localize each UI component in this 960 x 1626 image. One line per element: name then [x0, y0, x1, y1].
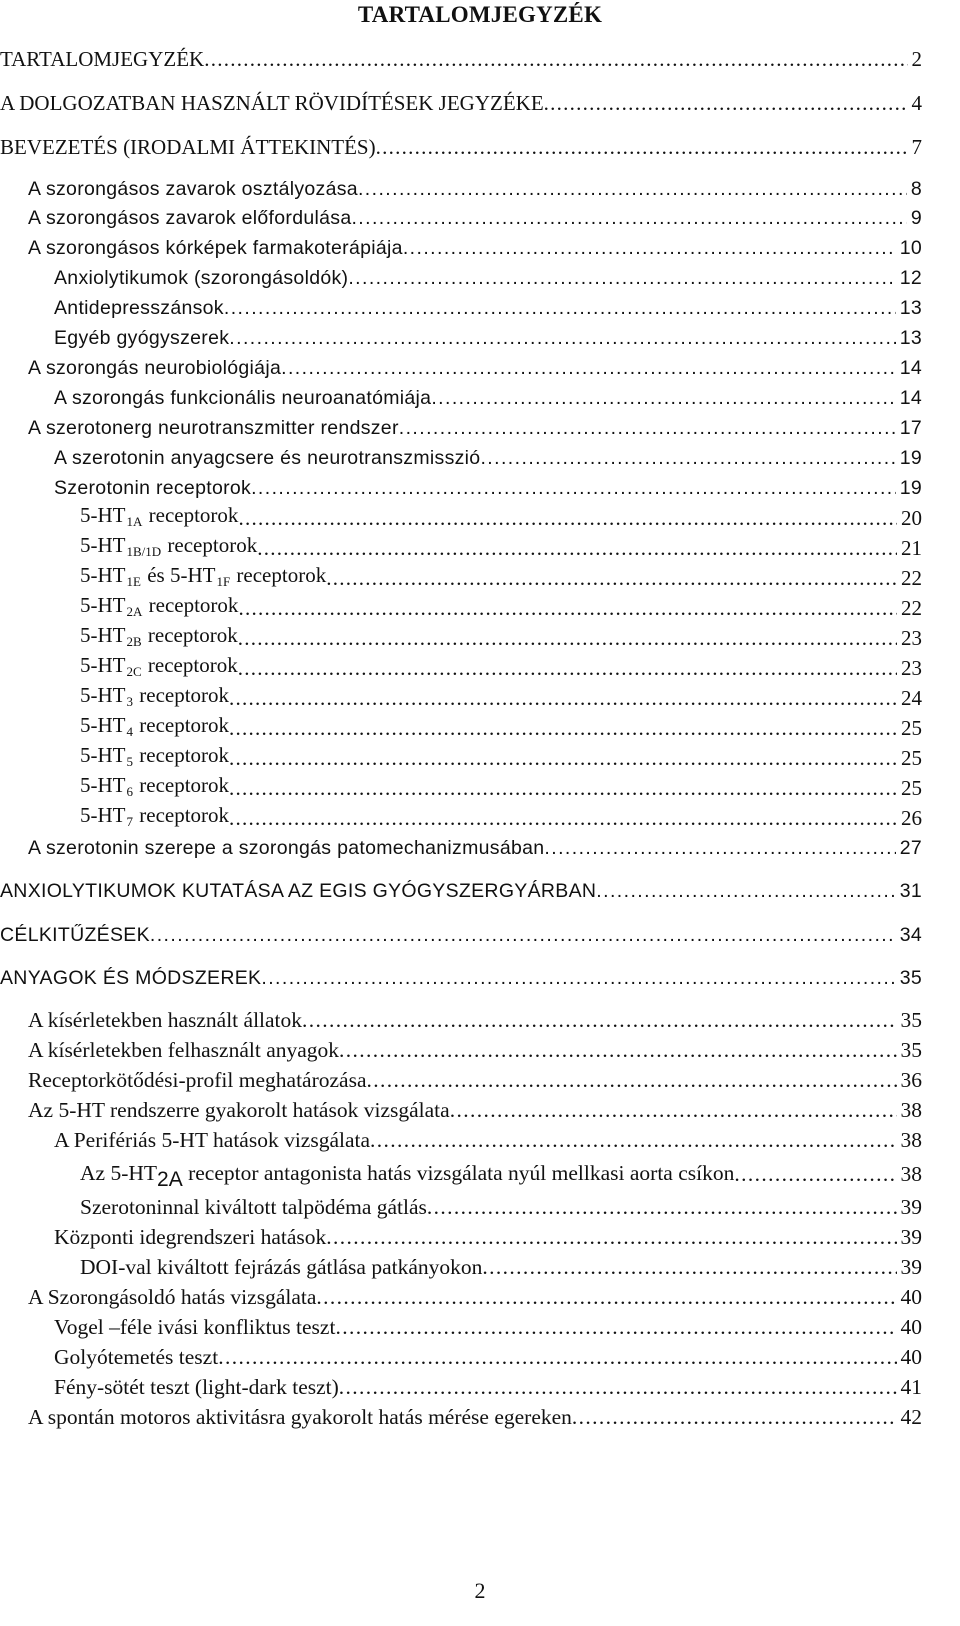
toc-dot-leader [403, 236, 896, 260]
toc-page-number: 38 [900, 1128, 922, 1152]
toc-entry-title: A szerotonin szerepe a szorongás patomechanizmusában [28, 837, 545, 859]
toc-entry-subscript: 2A [157, 1168, 183, 1191]
toc-entry-text: receptorok [143, 593, 239, 617]
page-title: TARTALOMJEGYZÉK [357, 2, 603, 27]
toc-entry-subscript: 5 [126, 754, 133, 769]
toc-entry-text: receptorok [143, 503, 239, 527]
toc-page-number: 40 [900, 1315, 922, 1339]
toc-dot-leader [257, 536, 897, 560]
toc-entry-text: receptorok [134, 683, 230, 707]
toc-entry-text: 5-HT [80, 743, 126, 767]
toc-dot-leader [351, 206, 906, 230]
toc-entry-title: TARTALOMJEGYZÉK [0, 47, 205, 71]
toc-entry-title: A szorongás neurobiológiája [28, 357, 282, 379]
toc-entry-title: A szorongásos kórképek farmakoterápiája [28, 237, 403, 259]
toc-dot-leader [229, 326, 895, 350]
toc-dot-leader [348, 266, 895, 290]
toc-entry-title: ANYAGOK ÉS MÓDSZEREK [0, 967, 262, 989]
toc-entry-title: Golyótemetés teszt [54, 1345, 219, 1369]
toc-entry-title: Antidepresszánsok [54, 297, 224, 319]
toc-entry[interactable] [54, 444, 922, 470]
toc-page-number: 38 [900, 1162, 922, 1186]
toc-page-number: 2 [911, 47, 922, 71]
toc-dot-leader [302, 1008, 896, 1032]
toc-page-number: 23 [901, 656, 922, 680]
toc-entry-title: A DOLGOZATBAN HASZNÁLT RÖVIDÍTÉSEK JEGYZÉKE [0, 91, 544, 115]
toc-dot-leader [326, 566, 897, 590]
toc-page-number: 7 [911, 135, 922, 159]
toc-entry[interactable] [80, 504, 922, 530]
toc-entry-title: Szerotonin receptorok [54, 477, 252, 499]
toc-page-number: 39 [900, 1255, 922, 1279]
toc-entry-title: Receptorkötődési-profil meghatározása [28, 1068, 367, 1092]
toc-dot-leader [480, 446, 895, 470]
toc-entry-text: 5-HT [80, 563, 126, 587]
toc-entry-title: BEVEZETÉS (IRODALMI ÁTTEKINTÉS) [0, 135, 376, 159]
toc-entry[interactable] [28, 1066, 922, 1092]
toc-dot-leader [229, 806, 897, 830]
toc-page-number: 8 [910, 178, 922, 200]
toc-dot-leader [431, 386, 895, 410]
toc-entry-title: Központi idegrendszeri hatások [54, 1225, 327, 1249]
toc-entry[interactable] [54, 264, 922, 290]
toc-entry-title [80, 743, 229, 770]
toc-dot-leader [482, 1255, 896, 1279]
toc-dot-leader [238, 506, 897, 530]
toc-entry[interactable] [54, 1223, 922, 1249]
toc-dot-leader [335, 1315, 896, 1339]
toc-entry-text: 5-HT [80, 623, 126, 647]
toc-entry[interactable] [54, 384, 922, 410]
toc-dot-leader [229, 776, 897, 800]
toc-entry-title: CÉLKITŰZÉSEK [0, 924, 150, 946]
toc-entry-title: A szerotonin anyagcsere és neurotranszmisszió [54, 447, 481, 469]
toc-page-number: 17 [899, 417, 922, 439]
toc-dot-leader [229, 686, 897, 710]
toc-entry[interactable] [80, 774, 922, 800]
toc-entry[interactable] [54, 294, 922, 320]
toc-entry[interactable] [80, 624, 922, 650]
toc-dot-leader [224, 296, 896, 320]
toc-entry-title [80, 533, 257, 560]
toc-entry-text: receptorok [134, 713, 230, 737]
toc-entry[interactable] [80, 1253, 922, 1279]
toc-entry[interactable] [0, 45, 922, 71]
toc-entry[interactable] [28, 1006, 922, 1032]
toc-dot-leader [316, 1285, 896, 1309]
toc-entry-text: 5-HT [80, 803, 126, 827]
toc-page-number: 35 [899, 967, 922, 989]
toc-entry-text: 5-HT [80, 713, 126, 737]
toc-dot-leader [326, 1225, 896, 1249]
toc-entry-title: A szerotonerg neurotranszmitter rendszer [28, 417, 399, 439]
toc-entry-subscript: 6 [126, 784, 133, 799]
toc-page-number: 41 [900, 1375, 922, 1399]
toc-entry-subscript: 1B/1D [126, 544, 162, 559]
toc-entry-title: A kísérletekben felhasznált anyagok [28, 1038, 340, 1062]
toc-page-number: 24 [901, 686, 922, 710]
toc-page-number: 26 [901, 806, 922, 830]
toc-entry-text: 5-HT [80, 593, 126, 617]
toc-entry-subscript: 1A [126, 514, 143, 529]
toc-entry[interactable] [0, 89, 922, 115]
toc-page-number: 38 [900, 1098, 922, 1122]
toc-entry[interactable] [28, 1036, 922, 1062]
toc-entry[interactable] [54, 1313, 922, 1339]
toc-entry[interactable] [80, 534, 922, 560]
toc-entry[interactable] [80, 564, 922, 590]
toc-entry-title [80, 503, 238, 530]
toc-entry-text: receptorok [231, 563, 327, 587]
toc-entry-text: receptorok [134, 773, 230, 797]
toc-dot-leader [281, 356, 896, 380]
toc-entry-title: Anxiolytikumok (szorongásoldók) [54, 267, 349, 289]
toc-entry-text: receptorok [162, 533, 258, 557]
toc-page-number: 10 [899, 237, 922, 259]
toc-entry-text: 5-HT [80, 503, 126, 527]
toc-entry-title: A szorongás funkcionális neuroanatómiája [54, 387, 432, 409]
toc-dot-leader [204, 47, 907, 71]
toc-entry-title: DOI-val kiváltott fejrázás gátlása patkányokon [80, 1255, 483, 1279]
toc-page-number: 39 [900, 1225, 922, 1249]
toc-entry[interactable] [54, 474, 922, 500]
toc-entry-text: 5-HT [80, 773, 126, 797]
toc-entry[interactable] [28, 354, 922, 380]
toc-dot-leader [150, 923, 896, 947]
toc-entry-subscript: 2C [126, 664, 142, 679]
toc-entry-title [80, 623, 238, 650]
toc-dot-leader [261, 966, 895, 990]
toc-entry-title [80, 1161, 735, 1191]
toc-entry-text: 5-HT [80, 533, 126, 557]
toc-entry-text: receptorok [134, 803, 230, 827]
toc-entry-title: A szorongásos zavarok előfordulása [28, 207, 352, 229]
toc-entry-title [80, 773, 229, 800]
toc-entry-title: A spontán motoros aktivitásra gyakorolt hatás mérése egereken [28, 1405, 572, 1429]
toc-entry-title: Az 5-HT rendszerre gyakorolt hatások vizsgálata [28, 1098, 450, 1122]
toc-page-number: 25 [901, 776, 922, 800]
toc-entry-subscript: 2A [126, 604, 143, 619]
toc-entry[interactable] [54, 1373, 922, 1399]
toc-entry-subscript: 4 [126, 724, 133, 739]
toc-page-number: 40 [900, 1345, 922, 1369]
toc-page-number: 36 [900, 1068, 922, 1092]
toc-entry[interactable] [0, 964, 922, 990]
toc-entry[interactable] [80, 804, 922, 830]
toc-page-number: 23 [901, 626, 922, 650]
toc-entry[interactable] [28, 1096, 922, 1122]
toc-entry-subscript: 3 [126, 694, 133, 709]
toc-page-number: 42 [900, 1405, 922, 1429]
toc-entry-title [80, 713, 229, 740]
toc-page-number: 22 [901, 596, 922, 620]
toc-entry-title: ANXIOLYTIKUMOK KUTATÁSA AZ EGIS GYÓGYSZERGYÁRBAN [0, 880, 597, 902]
toc-dot-leader [734, 1162, 896, 1186]
toc-entry[interactable] [28, 1403, 922, 1429]
toc-page-number: 20 [901, 506, 922, 530]
toc-entry[interactable] [28, 1283, 922, 1309]
toc-entry-title: Fény-sötét teszt (light-dark teszt) [54, 1375, 339, 1399]
toc-page-number: 27 [899, 837, 922, 859]
toc-dot-leader [229, 746, 897, 770]
toc-dot-leader [238, 596, 897, 620]
toc-page-number: 39 [900, 1195, 922, 1219]
toc-page-number: 25 [901, 716, 922, 740]
toc-page-number: 13 [899, 327, 922, 349]
toc-entry[interactable] [28, 834, 922, 860]
toc-page-number: 14 [899, 387, 922, 409]
toc-entry-title: Vogel –féle ivási konfliktus teszt [54, 1315, 336, 1339]
toc-entry-text: receptorok [142, 653, 238, 677]
toc-entry-text: receptorok [142, 623, 238, 647]
toc-entry-title [80, 653, 238, 680]
toc-dot-leader [376, 135, 908, 159]
toc-entry-text: receptor antagonista hatás vizsgálata nyúl mellkasi aorta csíkon [182, 1161, 735, 1185]
toc-dot-leader [339, 1038, 896, 1062]
toc-dot-leader [596, 879, 895, 903]
toc-entry[interactable] [28, 204, 922, 230]
toc-dot-leader [358, 177, 907, 201]
toc-entry-title: A Szorongásoldó hatás vizsgálata [28, 1285, 317, 1309]
toc-entry-title: A szorongásos zavarok osztályozása [28, 178, 358, 200]
toc-entry-title: A Perifériás 5-HT hatások vizsgálata [54, 1128, 371, 1152]
toc-entry[interactable] [80, 654, 922, 680]
toc-entry-text: Az 5-HT [80, 1161, 158, 1185]
toc-dot-leader [450, 1098, 897, 1122]
toc-entry-subscript: 1E [126, 574, 141, 589]
toc-entry[interactable] [0, 921, 922, 947]
toc-dot-leader [572, 1405, 897, 1429]
toc-dot-leader [238, 626, 897, 650]
toc-entry-title: Egyéb gyógyszerek [54, 327, 230, 349]
toc-dot-leader [544, 836, 895, 860]
toc-dot-leader [238, 656, 897, 680]
toc-entry[interactable] [80, 1193, 922, 1219]
toc-page-number: 31 [899, 880, 922, 902]
toc-entry-text: 5-HT [80, 653, 126, 677]
toc-page-number: 35 [900, 1008, 922, 1032]
toc-entry[interactable] [0, 133, 922, 159]
toc-entry-title: Szerotoninnal kiváltott talpödéma gátlás [80, 1195, 427, 1219]
toc-entry[interactable] [28, 414, 922, 440]
toc-dot-leader [427, 1195, 897, 1219]
toc-entry-subscript: 1F [216, 574, 231, 589]
toc-page-number: 19 [899, 477, 922, 499]
toc-page-number: 22 [901, 566, 922, 590]
toc-entry-subscript: 7 [126, 814, 133, 829]
toc-entry-title: A kísérletekben használt állatok [28, 1008, 303, 1032]
toc-page-number: 4 [911, 91, 922, 115]
toc-entry[interactable] [0, 877, 922, 903]
toc-entry[interactable] [80, 744, 922, 770]
toc-dot-leader [218, 1345, 896, 1369]
toc-page-number: 34 [899, 924, 922, 946]
toc-page-number: 12 [899, 267, 922, 289]
toc-page-number: 21 [901, 536, 922, 560]
toc-entry[interactable] [28, 175, 922, 201]
toc-dot-leader [399, 416, 896, 440]
toc-entry[interactable] [80, 594, 922, 620]
toc-page-number: 14 [899, 357, 922, 379]
toc-entry[interactable] [54, 1343, 922, 1369]
toc-entry[interactable] [80, 714, 922, 740]
toc-entry-title [80, 563, 326, 590]
toc-entry[interactable] [80, 684, 922, 710]
toc-entry-text: és 5-HT [141, 563, 216, 587]
toc-dot-leader [544, 91, 908, 115]
toc-entry[interactable] [80, 1156, 922, 1191]
toc-entry[interactable] [54, 324, 922, 350]
toc-page-number: 9 [910, 207, 922, 229]
toc-page-number: 25 [901, 746, 922, 770]
toc-page-number: 40 [900, 1285, 922, 1309]
toc-dot-leader [251, 476, 896, 500]
toc-page-number: 19 [899, 447, 922, 469]
toc-entry-title [80, 593, 238, 620]
toc-page-number: 35 [900, 1038, 922, 1062]
toc-dot-leader [229, 716, 897, 740]
toc-entry-subscript: 2B [126, 634, 142, 649]
toc-entry-title [80, 803, 229, 830]
page-number: 2 [474, 1578, 486, 1603]
toc-dot-leader [367, 1068, 897, 1092]
toc-entry-title [80, 683, 229, 710]
toc-dot-leader [339, 1375, 897, 1399]
toc-entry-text: receptorok [134, 743, 230, 767]
toc-entry-text: 5-HT [80, 683, 126, 707]
toc-entry[interactable] [28, 234, 922, 260]
toc-entry[interactable] [54, 1126, 922, 1152]
toc-dot-leader [370, 1128, 896, 1152]
toc-page-number: 13 [899, 297, 922, 319]
